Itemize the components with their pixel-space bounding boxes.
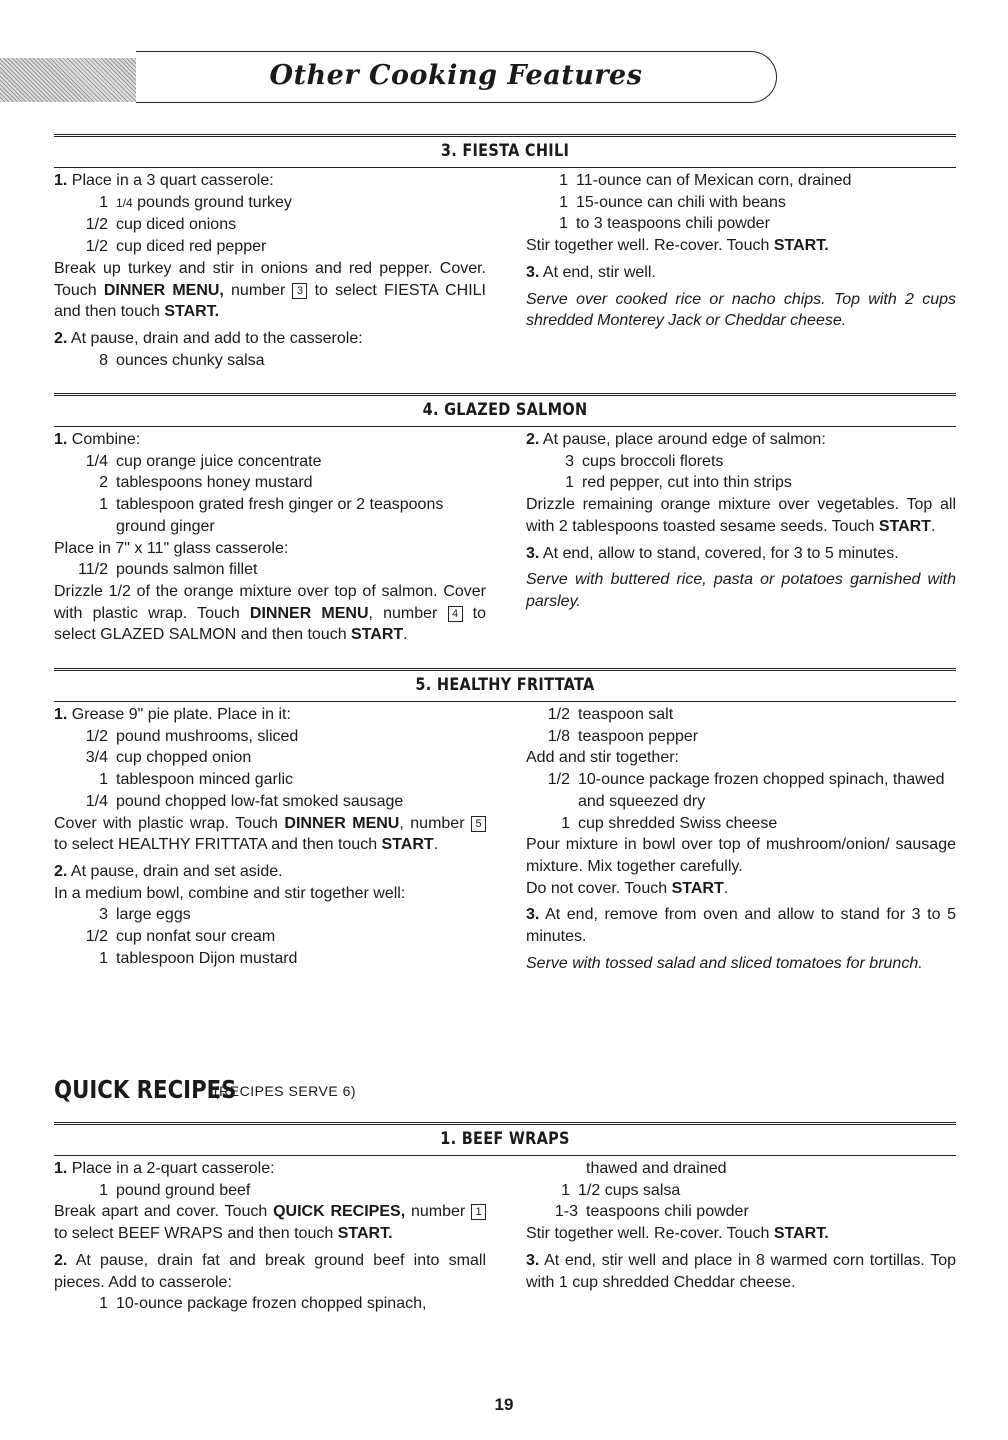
- page-number: 19: [494, 1395, 514, 1414]
- recipe-beef-wraps: [54, 1122, 957, 1313]
- step-1: 1. Place in a 2-quart casserole:: [54, 1160, 275, 1177]
- instruction: Add and stir together:: [526, 749, 679, 767]
- step-2: 2. At pause, drain and set aside.: [54, 862, 283, 880]
- serving-suggestion: Serve with tossed salad and sliced tomatoes for brunch.: [526, 954, 923, 972]
- ingredient: 1/8 teaspoon pepper: [547, 727, 699, 745]
- step-3: 3. At end, remove from oven and allow to stand for 3 to 5 minutes.: [526, 906, 956, 946]
- instruction: Stir together well. Re-cover. Touch START.: [526, 1225, 829, 1243]
- ingredient-continued: thawed and drained: [586, 1160, 727, 1177]
- ingredient: 1/2 cup nonfat sour cream: [85, 928, 276, 946]
- ingredient: 11/2 pounds salmon fillet: [78, 561, 258, 579]
- recipe-glazed-salmon: [54, 393, 956, 644]
- ingredient: 1/2 cup diced red pepper: [85, 238, 267, 256]
- step-1: 1. Place in a 3 quart casserole:: [54, 172, 274, 189]
- ingredient: 8 ounces chunky salsa: [99, 351, 265, 369]
- ingredient: 1/4 pound chopped low-fat smoked sausage: [85, 792, 404, 810]
- ingredient: 3/4 cup chopped onion: [85, 749, 252, 767]
- ingredient: 1/2 10-ounce package frozen chopped spinach, thawed and squeezed dry: [547, 771, 945, 810]
- number-key-icon: 3: [292, 283, 307, 299]
- instruction: Cover with plastic wrap. Touch DINNER MENU, number 5 to select HEALTHY FRITTATA and then touch START.: [54, 813, 486, 856]
- ingredient: 1 tablespoon grated fresh ginger or 2 teaspoons ground ginger: [99, 496, 444, 535]
- ingredient: 1/2 cup diced onions: [85, 216, 237, 234]
- recipe-fiesta-chili: [54, 134, 956, 369]
- instruction: In a medium bowl, combine and stir together well:: [54, 884, 406, 902]
- recipe-title: 4. GLAZED SALMON: [422, 400, 588, 419]
- ingredient: 1 pound ground beef: [99, 1181, 251, 1199]
- number-key-icon: 4: [448, 606, 463, 622]
- recipe-header: [54, 668, 956, 702]
- ingredient: 1 1/4 pounds ground turkey: [99, 193, 292, 211]
- number-key-icon: 1: [471, 1204, 486, 1220]
- instruction: Pour mixture in bowl over top of mushroom/onion/ sausage mixture. Mix together carefully.: [526, 836, 956, 875]
- ingredient: 1-3 teaspoons chili powder: [554, 1203, 749, 1221]
- ingredient: 1 red pepper, cut into thin strips: [565, 474, 792, 492]
- ingredient: 1 to 3 teaspoons chili powder: [559, 215, 770, 233]
- ingredient: 1 1/2 cups salsa: [561, 1181, 681, 1199]
- instruction: Break up turkey and stir in onions and red pepper. Cover. Touch DINNER MENU, number 3 to select FIESTA CHILI and then touch START.: [54, 259, 486, 321]
- step-1: 1. Grease 9" pie plate. Place in it:: [54, 706, 291, 723]
- ingredient: 1/4 cup orange juice concentrate: [85, 452, 322, 470]
- instruction: Break apart and cover. Touch QUICK RECIPES, number 1 to select BEEF WRAPS and then touch START.: [54, 1201, 486, 1244]
- instruction: Drizzle 1/2 of the orange mixture over top of salmon. Cover with plastic wrap. Touch DINNER MENU, number 4 to select GLAZED SALMON and then touch START.: [54, 582, 486, 644]
- recipe-header: [54, 134, 956, 168]
- recipe-title: 3. FIESTA CHILI: [440, 141, 570, 160]
- ingredient: 1 cup shredded Swiss cheese: [561, 814, 778, 832]
- step-2: 2. At pause, place around edge of salmon:: [526, 431, 826, 448]
- ingredient: 3 large eggs: [99, 906, 191, 924]
- ingredient: 1/2 pound mushrooms, sliced: [85, 727, 299, 745]
- step-3: 3. At end, stir well.: [526, 263, 656, 281]
- quick-recipes-title: QUICK RECIPES: [54, 1075, 237, 1104]
- ingredient: 1 tablespoon Dijon mustard: [99, 949, 298, 967]
- quick-recipes-subtitle: (RECIPES SERVE 6): [214, 1083, 357, 1099]
- recipe-header: [54, 1122, 956, 1156]
- step-2: 2. At pause, drain fat and break ground beef into small pieces. Add to casserole:: [54, 1251, 487, 1291]
- recipe-header: [54, 393, 956, 427]
- recipe-title: 5. HEALTHY FRITTATA: [415, 675, 595, 694]
- step-3: 3. At end, allow to stand, covered, for 3 to 5 minutes.: [526, 544, 899, 562]
- serving-suggestion: Serve with buttered rice, pasta or potatoes garnished with parsley.: [526, 571, 956, 610]
- number-key-icon: 5: [471, 816, 486, 832]
- ingredient: 1/2 teaspoon salt: [547, 706, 674, 723]
- ingredient: 1 11-ounce can of Mexican corn, drained: [559, 172, 852, 189]
- instruction: Stir together well. Re-cover. Touch START.: [526, 237, 829, 255]
- ingredient: 1 tablespoon minced garlic: [99, 771, 293, 789]
- ingredient: 1 15-ounce can chili with beans: [559, 193, 786, 211]
- step-1: 1. Combine:: [54, 431, 141, 448]
- recipe-title: 1. BEEF WRAPS: [440, 1129, 570, 1148]
- instruction: Place in 7" x 11" glass casserole:: [54, 539, 289, 557]
- ingredient: 2 tablespoons honey mustard: [99, 474, 313, 492]
- recipe-healthy-frittata: [54, 668, 956, 972]
- instruction: Do not cover. Touch START.: [526, 879, 729, 897]
- step-2: 2. At pause, drain and add to the casserole:: [54, 329, 363, 347]
- serving-suggestion: Serve over cooked rice or nacho chips. Top with 2 cups shredded Monterey Jack or Cheddar cheese.: [526, 290, 956, 330]
- quick-recipes-heading: [54, 1075, 357, 1104]
- page-title: Other Cooking Features: [269, 60, 643, 91]
- step-3: 3. At end, stir well and place in 8 warmed corn tortillas. Top with 1 cup shredded Cheddar cheese.: [526, 1251, 957, 1291]
- ingredient: 3 cups broccoli florets: [565, 452, 724, 470]
- instruction: Drizzle remaining orange mixture over vegetables. Top all with 2 tablespoons toasted sesame seeds. Touch START.: [526, 496, 956, 535]
- ingredient: 1 10-ounce package frozen chopped spinach,: [99, 1295, 427, 1313]
- header-shade: [0, 58, 136, 102]
